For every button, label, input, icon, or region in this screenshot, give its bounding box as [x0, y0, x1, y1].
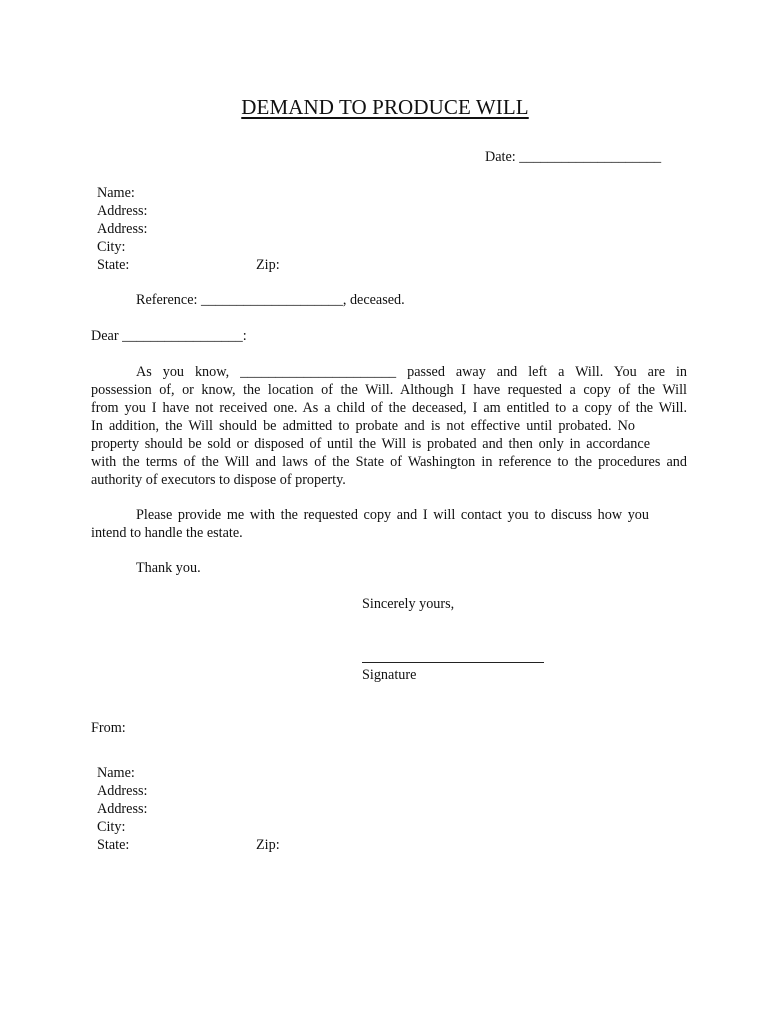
- sender-state-label: State:: [97, 837, 130, 853]
- closing-line: Sincerely yours,: [362, 596, 455, 612]
- paragraph-line: In addition, the Will should be admitted to probate and is not effective until probated. No: [91, 418, 635, 434]
- sender-address2-label: Address:: [97, 801, 148, 817]
- reference-line: Reference: ____________________, deceased.: [136, 292, 405, 308]
- thanks-line: Thank you.: [136, 560, 201, 576]
- paragraph-line: possession of, or know, the location of the Will. Although I have requested a copy of the Will: [91, 382, 687, 398]
- recipient-zip-label: Zip:: [256, 257, 280, 273]
- document-title: DEMAND TO PRODUCE WILL: [241, 95, 529, 119]
- paragraph-line: property should be sold or disposed of until the Will is probated and then only in accordance: [91, 436, 650, 452]
- paragraph-line: intend to handle the estate.: [91, 525, 243, 541]
- recipient-state-label: State:: [97, 257, 130, 273]
- salutation: Dear _________________:: [91, 328, 247, 344]
- paragraph-line: from you I have not received one. As a child of the deceased, I am entitled to a copy of the Will.: [91, 400, 687, 416]
- recipient-city-label: City:: [97, 239, 126, 255]
- paragraph-line: with the terms of the Will and laws of the State of Washington in reference to the procedures and: [91, 454, 687, 470]
- body-paragraph-2: [91, 506, 687, 542]
- signature-line: [362, 662, 544, 663]
- sender-zip-label: Zip:: [256, 837, 280, 853]
- recipient-name-label: Name:: [97, 185, 135, 201]
- paragraph-line: authority of executors to dispose of property.: [91, 472, 346, 488]
- sender-city-label: City:: [97, 819, 126, 835]
- recipient-address2-label: Address:: [97, 221, 148, 237]
- sender-address1-label: Address:: [97, 783, 148, 799]
- date-field: Date: ____________________: [485, 149, 662, 165]
- sender-name-label: Name:: [97, 765, 135, 781]
- signature-label: Signature: [362, 667, 417, 683]
- recipient-address1-label: Address:: [97, 203, 148, 219]
- paragraph-line: As you know, ______________________ passed away and left a Will. You are in: [136, 364, 687, 380]
- body-paragraph-1: [91, 363, 687, 489]
- from-label: From:: [91, 720, 126, 736]
- paragraph-line: Please provide me with the requested copy and I will contact you to discuss how you: [136, 507, 649, 523]
